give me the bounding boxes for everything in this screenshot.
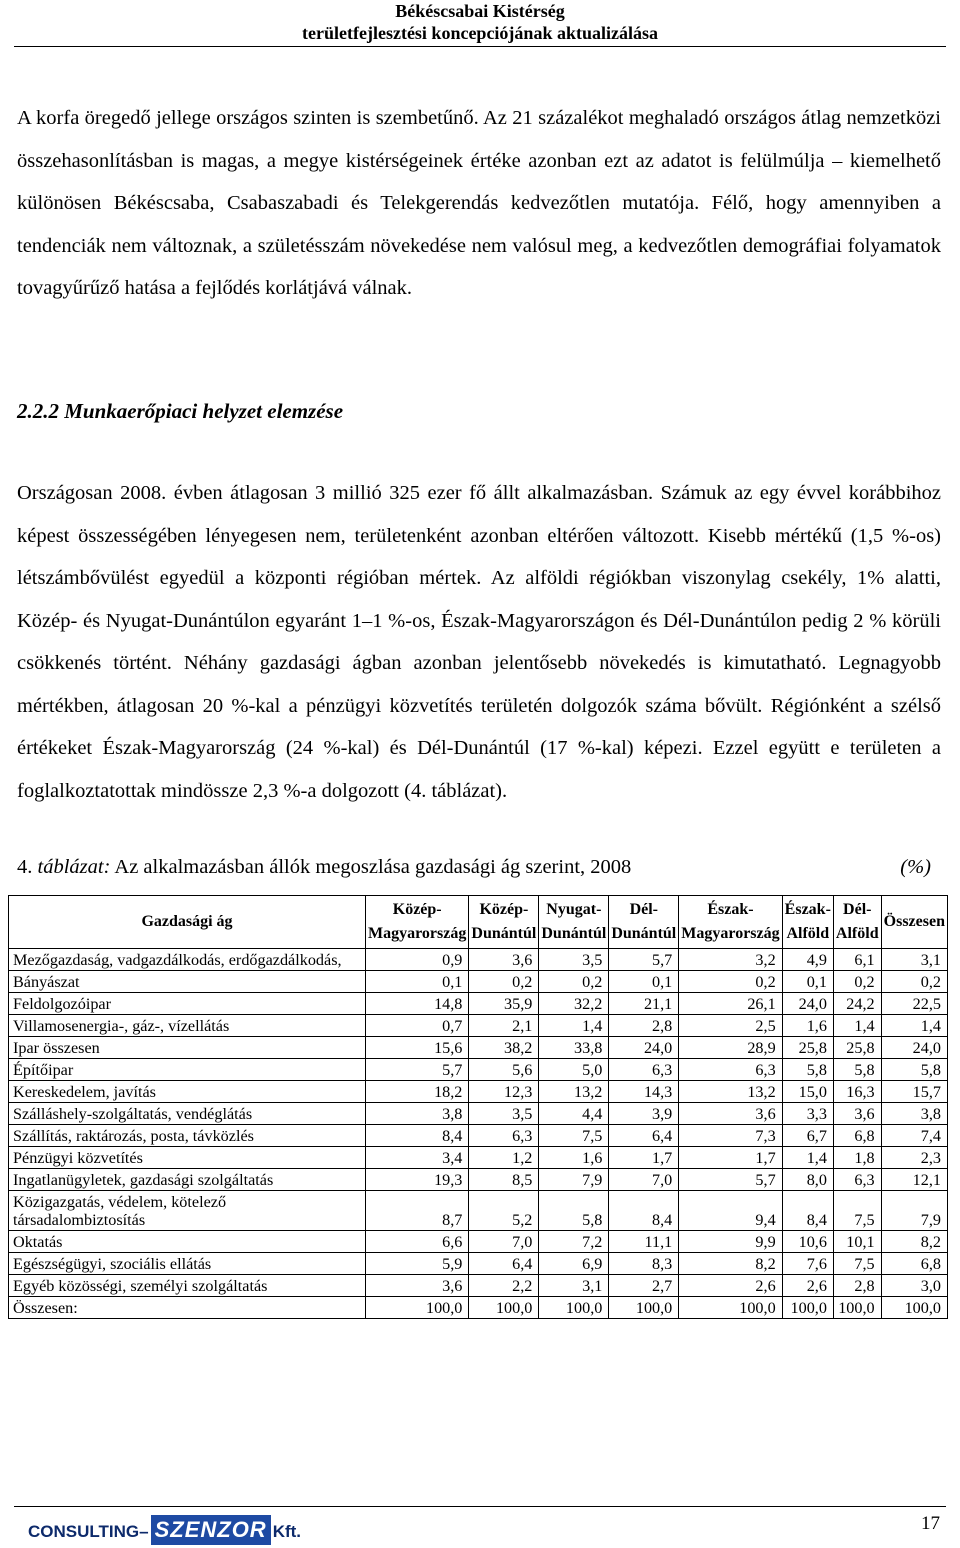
table-cell: 33,8: [539, 1037, 609, 1059]
table-cell: 18,2: [366, 1081, 469, 1103]
table-cell: 5,6: [469, 1059, 539, 1081]
table-cell: 0,7: [366, 1015, 469, 1037]
section-heading: 2.2.2 Munkaerőpiaci helyzet elemzése: [17, 399, 344, 423]
table-row: [9, 1253, 948, 1275]
table-cell: 3,1: [881, 949, 947, 971]
table-row: [9, 1081, 948, 1103]
table-cell: 6,8: [833, 1125, 881, 1147]
table-cell: 3,6: [833, 1103, 881, 1125]
table-cell: 6,3: [833, 1169, 881, 1191]
column-header: Közép-Magyarország: [366, 896, 469, 949]
column-header: Összesen: [881, 896, 947, 949]
company-logo: [28, 1515, 301, 1547]
table-cell: 5,0: [539, 1059, 609, 1081]
table-cell: 5,7: [679, 1169, 782, 1191]
table-cell: 7,5: [539, 1125, 609, 1147]
table-cell: 24,0: [609, 1037, 679, 1059]
caption-number: 4.: [17, 856, 33, 878]
table-cell: 9,9: [679, 1231, 782, 1253]
table-cell: 12,1: [881, 1169, 947, 1191]
table-cell: 0,1: [609, 971, 679, 993]
table-row: [9, 1297, 948, 1319]
table-cell: 1,6: [782, 1015, 833, 1037]
caption-unit: (%): [900, 856, 931, 878]
row-label: Szállítás, raktározás, posta, távközlés: [9, 1125, 366, 1147]
table-cell: 3,5: [539, 949, 609, 971]
table-cell: 15,7: [881, 1081, 947, 1103]
footer-divider: [14, 1506, 946, 1507]
table-cell: 19,3: [366, 1169, 469, 1191]
table-cell: 1,7: [609, 1147, 679, 1169]
table-cell: 24,0: [782, 993, 833, 1015]
logo-right-text: Kft.: [272, 1522, 302, 1541]
table-cell: 1,8: [833, 1147, 881, 1169]
table-cell: 7,5: [833, 1191, 881, 1231]
table-row: [9, 1103, 948, 1125]
table-cell: 1,2: [469, 1147, 539, 1169]
table-cell: 8,4: [609, 1191, 679, 1231]
table-cell: 100,0: [833, 1297, 881, 1319]
table-cell: 100,0: [366, 1297, 469, 1319]
row-label: Építőipar: [9, 1059, 366, 1081]
table-cell: 0,1: [782, 971, 833, 993]
table-cell: 5,2: [469, 1191, 539, 1231]
table-cell: 2,5: [679, 1015, 782, 1037]
table-cell: 21,1: [609, 993, 679, 1015]
table-cell: 28,9: [679, 1037, 782, 1059]
table-cell: 100,0: [881, 1297, 947, 1319]
table-cell: 13,2: [679, 1081, 782, 1103]
table-row: [9, 1059, 948, 1081]
table-cell: 16,3: [833, 1081, 881, 1103]
table-cell: 7,0: [469, 1231, 539, 1253]
table-cell: 15,6: [366, 1037, 469, 1059]
table-cell: 7,5: [833, 1253, 881, 1275]
table-cell: 24,2: [833, 993, 881, 1015]
table-cell: 22,5: [881, 993, 947, 1015]
table-cell: 6,8: [881, 1253, 947, 1275]
table-row: [9, 993, 948, 1015]
table-cell: 100,0: [539, 1297, 609, 1319]
header-subtitle: területfejlesztési koncepciójának aktualizálása: [302, 23, 658, 43]
table-cell: 6,6: [366, 1231, 469, 1253]
table-cell: 38,2: [469, 1037, 539, 1059]
row-label: Egyéb közösségi, személyi szolgáltatás: [9, 1275, 366, 1297]
table-cell: 5,7: [609, 949, 679, 971]
table-cell: 4,4: [539, 1103, 609, 1125]
caption-label: táblázat:: [37, 856, 111, 878]
paragraph-labour-market: Országosan 2008. évben átlagosan 3 millió 325 ezer fő állt alkalmazásban. Számuk az egy évvel korábbihoz képest összességében lényegesen nem, területenként azonban eltérően változott. Kisebb mértékű (1,5 %-os) létszámbővülést egyedül a központi régióban mértek. Az alföldi régiókban viszonylag csekély, 1% alatti, Közép- és Nyugat-Dunántúlon egyaránt 1–1 %-os, Észak-Magyarországon és Dél-Dunántúlon pedig 2 % körüli csökkenés történt. Néhány gazdasági ágban azonban jelentősebb növekedés is kimutatható. Legnagyobb mértékben, átlagosan 20 %-kal a pénzügyi közvetítés területén dolgozók száma bővült. Régiónként a szélső értékeket Észak-Magyarország (24 %-kal) és Dél-Dunántúl (17 %-kal) képezi. Ezzel együtt e területen a foglalkoztatottak mindössze 2,3 %-a dolgozott (4. táblázat).: [17, 482, 941, 802]
table-cell: 3,2: [679, 949, 782, 971]
table-cell: 5,8: [881, 1059, 947, 1081]
table-cell: 0,9: [366, 949, 469, 971]
table-cell: 1,6: [539, 1147, 609, 1169]
row-label: Bányászat: [9, 971, 366, 993]
table-cell: 6,3: [469, 1125, 539, 1147]
row-label: Ingatlanügyletek, gazdasági szolgáltatás: [9, 1169, 366, 1191]
table-cell: 6,3: [609, 1059, 679, 1081]
table-cell: 10,1: [833, 1231, 881, 1253]
table-cell: 6,3: [679, 1059, 782, 1081]
column-header: Dél-Dunántúl: [609, 896, 679, 949]
header-divider: [14, 46, 946, 47]
table-cell: 2,1: [469, 1015, 539, 1037]
table-cell: 5,7: [366, 1059, 469, 1081]
table-row: [9, 949, 948, 971]
table-cell: 100,0: [469, 1297, 539, 1319]
table-cell: 6,9: [539, 1253, 609, 1275]
table-cell: 25,8: [833, 1037, 881, 1059]
table-header-row: [9, 896, 948, 949]
table-cell: 0,2: [881, 971, 947, 993]
table-cell: 26,1: [679, 993, 782, 1015]
table-row: [9, 971, 948, 993]
table-cell: 6,4: [609, 1125, 679, 1147]
table-cell: 8,3: [609, 1253, 679, 1275]
row-label: Feldolgozóipar: [9, 993, 366, 1015]
row-label: Villamosenergia-, gáz-, vízellátás: [9, 1015, 366, 1037]
row-label: Összesen:: [9, 1297, 366, 1319]
table-cell: 7,2: [539, 1231, 609, 1253]
row-label: Ipar összesen: [9, 1037, 366, 1059]
table-body: [9, 949, 948, 1319]
table-cell: 9,4: [679, 1191, 782, 1231]
header-title: Békéscsabai Kistérség: [395, 1, 565, 21]
table-cell: 0,1: [366, 971, 469, 993]
table-cell: 1,7: [679, 1147, 782, 1169]
table-cell: 8,2: [881, 1231, 947, 1253]
table-cell: 5,8: [782, 1059, 833, 1081]
table-cell: 25,8: [782, 1037, 833, 1059]
table-cell: 3,1: [539, 1275, 609, 1297]
logo-left-text: CONSULTING–: [28, 1522, 149, 1541]
table-cell: 8,0: [782, 1169, 833, 1191]
table-cell: 4,9: [782, 949, 833, 971]
table-cell: 8,7: [366, 1191, 469, 1231]
column-header: Nyugat-Dunántúl: [539, 896, 609, 949]
page-number: 17: [921, 1513, 940, 1534]
table-row: [9, 1037, 948, 1059]
table-row: [9, 1191, 948, 1231]
table-cell: 1,4: [833, 1015, 881, 1037]
table-cell: 5,8: [833, 1059, 881, 1081]
paragraph-intro: A korfa öregedő jellege országos szinten is szembetűnő. Az 21 százalékot meghaladó országos átlag nemzetközi összehasonlításban is magas, a megye kistérségeinek értéke azonban ezt az adatot is felülmúlja – kiemelhető különösen Békéscsaba, Csabaszabadi és Telekgerendás kedvezőtlen mutatója. Félő, hogy amennyiben a tendenciák nem változnak, a születésszám növekedése nem valósul meg, a kedvezőtlen demográfiai folyamatok tovagyűrűző hatása a fejlődés korlátjává válnak.: [17, 107, 941, 299]
table-cell: 11,1: [609, 1231, 679, 1253]
table-cell: 7,3: [679, 1125, 782, 1147]
table-cell: 3,3: [782, 1103, 833, 1125]
table-cell: 7,4: [881, 1125, 947, 1147]
logo-mark: SZENZOR: [151, 1515, 271, 1545]
table-cell: 7,0: [609, 1169, 679, 1191]
row-label: Szálláshely-szolgáltatás, vendéglátás: [9, 1103, 366, 1125]
table-cell: 35,9: [469, 993, 539, 1015]
table-cell: 7,9: [539, 1169, 609, 1191]
table-cell: 24,0: [881, 1037, 947, 1059]
table-cell: 7,9: [881, 1191, 947, 1231]
table-cell: 7,6: [782, 1253, 833, 1275]
table-cell: 0,2: [539, 971, 609, 993]
row-label: Pénzügyi közvetítés: [9, 1147, 366, 1169]
table-cell: 2,2: [469, 1275, 539, 1297]
table-cell: 5,9: [366, 1253, 469, 1275]
table-cell: 6,4: [469, 1253, 539, 1275]
table-cell: 100,0: [609, 1297, 679, 1319]
column-header: Gazdasági ág: [9, 896, 366, 949]
row-label: Közigazgatás, védelem, kötelező társadalombiztosítás: [9, 1191, 366, 1231]
column-header: Észak-Alföld: [782, 896, 833, 949]
table-cell: 3,8: [881, 1103, 947, 1125]
table-cell: 2,8: [833, 1275, 881, 1297]
table-cell: 3,6: [469, 949, 539, 971]
table-cell: 1,4: [881, 1015, 947, 1037]
employment-table: [8, 895, 948, 1319]
table-row: [9, 1147, 948, 1169]
table-cell: 15,0: [782, 1081, 833, 1103]
table-cell: 8,5: [469, 1169, 539, 1191]
table-cell: 2,6: [782, 1275, 833, 1297]
page-header: [0, 0, 960, 44]
table-cell: 10,6: [782, 1231, 833, 1253]
table-row: [9, 1169, 948, 1191]
table-cell: 0,2: [679, 971, 782, 993]
table-cell: 2,3: [881, 1147, 947, 1169]
table-cell: 100,0: [679, 1297, 782, 1319]
row-label: Egészségügyi, szociális ellátás: [9, 1253, 366, 1275]
column-header: Dél-Alföld: [833, 896, 881, 949]
table-cell: 3,8: [366, 1103, 469, 1125]
table-cell: 3,6: [679, 1103, 782, 1125]
caption-title: Az alkalmazásban állók megoszlása gazdasági ág szerint, 2008: [114, 856, 632, 878]
table-cell: 12,3: [469, 1081, 539, 1103]
table-row: [9, 1275, 948, 1297]
table-cell: 100,0: [782, 1297, 833, 1319]
table-cell: 1,4: [782, 1147, 833, 1169]
table-cell: 1,4: [539, 1015, 609, 1037]
table-cell: 6,1: [833, 949, 881, 971]
table-cell: 3,6: [366, 1275, 469, 1297]
table-cell: 5,8: [539, 1191, 609, 1231]
table-cell: 3,4: [366, 1147, 469, 1169]
table-cell: 6,7: [782, 1125, 833, 1147]
table-cell: 8,4: [782, 1191, 833, 1231]
table-cell: 2,8: [609, 1015, 679, 1037]
table-cell: 8,2: [679, 1253, 782, 1275]
table-cell: 14,8: [366, 993, 469, 1015]
table-row: [9, 1015, 948, 1037]
table-cell: 3,0: [881, 1275, 947, 1297]
table-row: [9, 1231, 948, 1253]
table-cell: 8,4: [366, 1125, 469, 1147]
row-label: Oktatás: [9, 1231, 366, 1253]
table-cell: 13,2: [539, 1081, 609, 1103]
table-cell: 2,7: [609, 1275, 679, 1297]
table-cell: 3,9: [609, 1103, 679, 1125]
table-cell: 14,3: [609, 1081, 679, 1103]
table-row: [9, 1125, 948, 1147]
row-label: Mezőgazdaság, vadgazdálkodás, erdőgazdálkodás,: [9, 949, 366, 971]
column-header: Közép-Dunántúl: [469, 896, 539, 949]
table-cell: 2,6: [679, 1275, 782, 1297]
table-cell: 3,5: [469, 1103, 539, 1125]
table-cell: 0,2: [833, 971, 881, 993]
column-header: Észak-Magyarország: [679, 896, 782, 949]
table-cell: 32,2: [539, 993, 609, 1015]
table-cell: 0,2: [469, 971, 539, 993]
row-label: Kereskedelem, javítás: [9, 1081, 366, 1103]
table-caption: [17, 852, 931, 882]
